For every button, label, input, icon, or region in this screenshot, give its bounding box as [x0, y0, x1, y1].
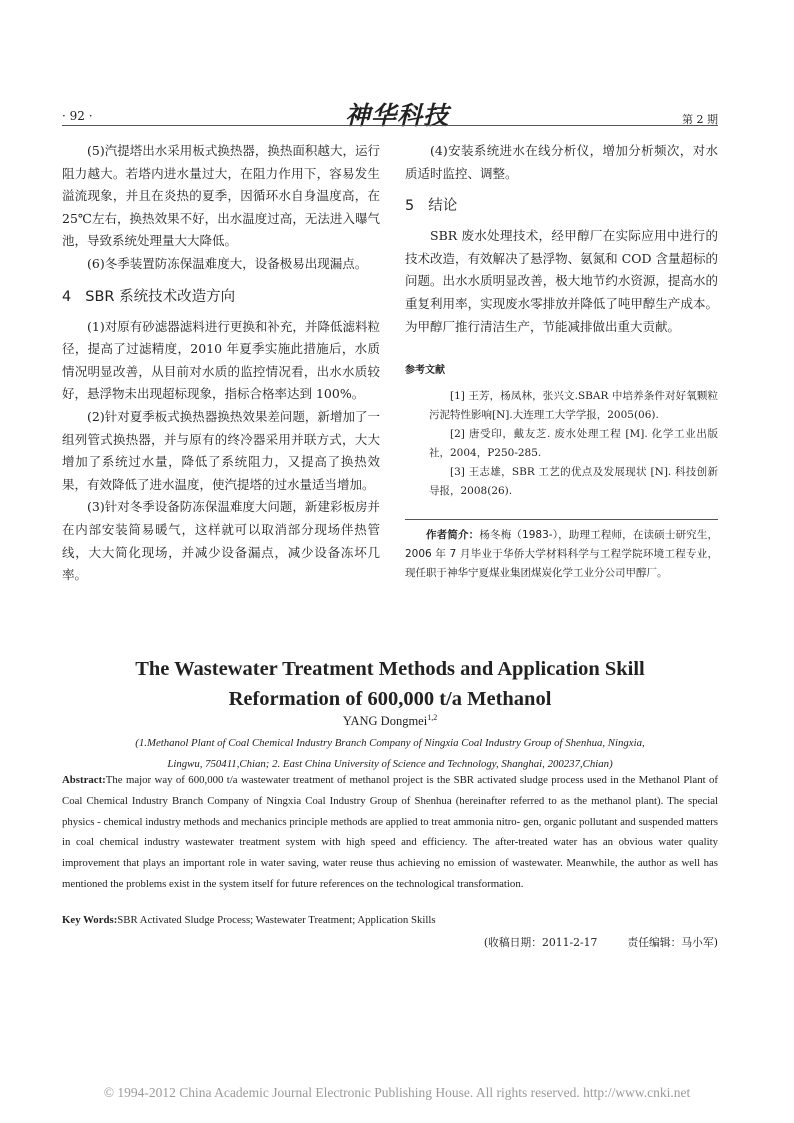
paragraph: (4)安装系统进水在线分析仪，增加分析频次，对水质适时监控、调整。: [405, 143, 718, 181]
author-name: YANG Dongmei: [342, 714, 428, 729]
english-title-line: The Wastewater Treatment Methods and Application Skill: [135, 658, 645, 680]
english-affiliation: [62, 733, 718, 775]
copyright-footer: © 1994-2012 China Academic Journal Electronic Publishing House. All rights reserved. http://www.cnki.net: [103, 1085, 691, 1100]
english-abstract: [62, 770, 718, 895]
references-title: 参考文献: [405, 365, 445, 377]
english-title-line: Reformation of 600,000 t/a Methanol: [228, 688, 552, 710]
received-date-line: [454, 935, 718, 950]
section-title: 结论: [428, 198, 458, 215]
author-rule: [405, 519, 718, 520]
abstract-label: Abstract:: [62, 774, 106, 786]
english-keywords: [62, 914, 718, 926]
reference-item: [2] 唐受印，戴友芝. 废水处理工程 [M]. 化学工业出版社，2004，P250-285.: [429, 427, 718, 459]
right-column: [405, 140, 718, 583]
section-heading-4: [62, 286, 380, 308]
paragraph: (1)对原有砂滤器滤料进行更换和补充，并降低滤料粒径，提高了过滤精度，2010 年夏季实施此措施后，水质情况明显改善，从目前对水质的监控情况看，出水水质较好，悬浮物未出现超标现象，指标合格率达到 100%。: [62, 318, 380, 402]
section-title: SBR 系统技术改造方向: [85, 288, 236, 305]
header-rule: [62, 125, 718, 126]
keywords-text: SBR Activated Sludge Process; Wastewater Treatment; Application Skills: [117, 914, 436, 926]
affiliation-line: Lingwu, 750411,Chian; 2. East China University of Science and Technology, Shanghai, 200237,Chian): [167, 758, 613, 770]
received-date: (收稿日期：2011-2-17: [483, 936, 598, 949]
reference-item: [3] 王志雄，SBR 工艺的优点及发展现状 [N]. 科技创新导报，2008(26).: [429, 465, 718, 497]
english-author: [62, 713, 718, 729]
paragraph: (5)汽提塔出水采用板式换热器，换热面积越大，运行阻力越大。若塔内进水量过大，在阻力作用下，容易发生溢流现象，并且在炎热的夏季，因循环水自身温度高，在 25℃左右，换热效果不好，出水温度过高，无法进入曝气池，导致系统处理量大大降低。: [62, 143, 380, 249]
section-heading-5: [405, 195, 718, 217]
page-number: · 92 ·: [62, 109, 93, 123]
paragraph: SBR 废水处理技术，经甲醇厂在实际应用中进行的技术改造，有效解决了悬浮物、氨氮和 COD 含量超标的问题。出水水质明显改善，极大地节约水资源，提高水的重复利用率，实现废水零排放并降低了吨甲醇生产成本。为甲醇厂推行清洁生产，节能减排做出重大贡献。: [405, 228, 718, 334]
section-number: 4: [62, 288, 72, 305]
author-superscript: 1,2: [427, 713, 438, 722]
abstract-text: The major way of 600,000 t/a wastewater treatment of methanol project is the SBR activated sludge process used in the Methanol Plant of Coal Chemical Industry Branch Company of Ningxia Coal Industry Group of Shenhua (hereinafter referred to as the methanol plant). The special physics - chemical industry methods and mechanics principle methods are applied to treat ammonia nitro- gen, organic pollutant and suspended matters in coal chemical industry wastewater treatment system with high speed and efficiency. The after-treated water has an obvious water quality improvement that plays an important role in water saving, water reuse thus achieving no emission of wastewater. Meanwhile, the author as well has mentioned the problems exist in the system itself for future references on the technological transformation.: [62, 774, 718, 890]
affiliation-line: (1.Methanol Plant of Coal Chemical Industry Branch Company of Ningxia Coal Industry Group of Shenhua, Ningxia,: [135, 737, 645, 749]
editor: 责任编辑：马小军): [627, 936, 718, 949]
keywords-label: Key Words:: [62, 914, 118, 926]
left-column: [62, 140, 380, 587]
author-bio: [405, 526, 718, 583]
english-title: [62, 654, 718, 714]
journal-logo: 神华科技: [345, 101, 450, 130]
paragraph: (3)针对冬季设备防冻保温难度大问题，新建彩板房并在内部安装简易暖气，这样就可以取消部分现场伴热管线，大大简化现场，并减少设备漏点，减少设备冻坏几率。: [62, 499, 380, 583]
author-bio-text: 杨冬梅（1983-），助理工程师，在读硕士研究生，2006 年 7 月毕业于华侨大学材料科学与工程学院环境工程专业，现任职于神华宁夏煤业集团煤炭化学工业分公司甲醇厂。: [405, 528, 719, 579]
issue-number: 第 2 期: [682, 113, 718, 126]
paragraph: (2)针对夏季板式换热器换热效果差问题，新增加了一组列管式换热器，并与原有的终冷器采用并联方式，大大增加了系统过水量，降低了系统阻力，又提高了换热效果，有效降低了进水温度，使汽提塔的过水量适当增加。: [62, 408, 380, 492]
reference-item: [1] 王芳，杨凤林，张兴文.SBAR 中培养条件对好氧颗粒污泥特性影响[N].大连理工大学学报，2005(06).: [429, 389, 718, 421]
author-bio-label: 作者简介：: [426, 528, 480, 541]
section-number: 5: [405, 198, 415, 215]
paragraph: (6)冬季装置防冻保温难度大，设备极易出现漏点。: [87, 255, 368, 271]
